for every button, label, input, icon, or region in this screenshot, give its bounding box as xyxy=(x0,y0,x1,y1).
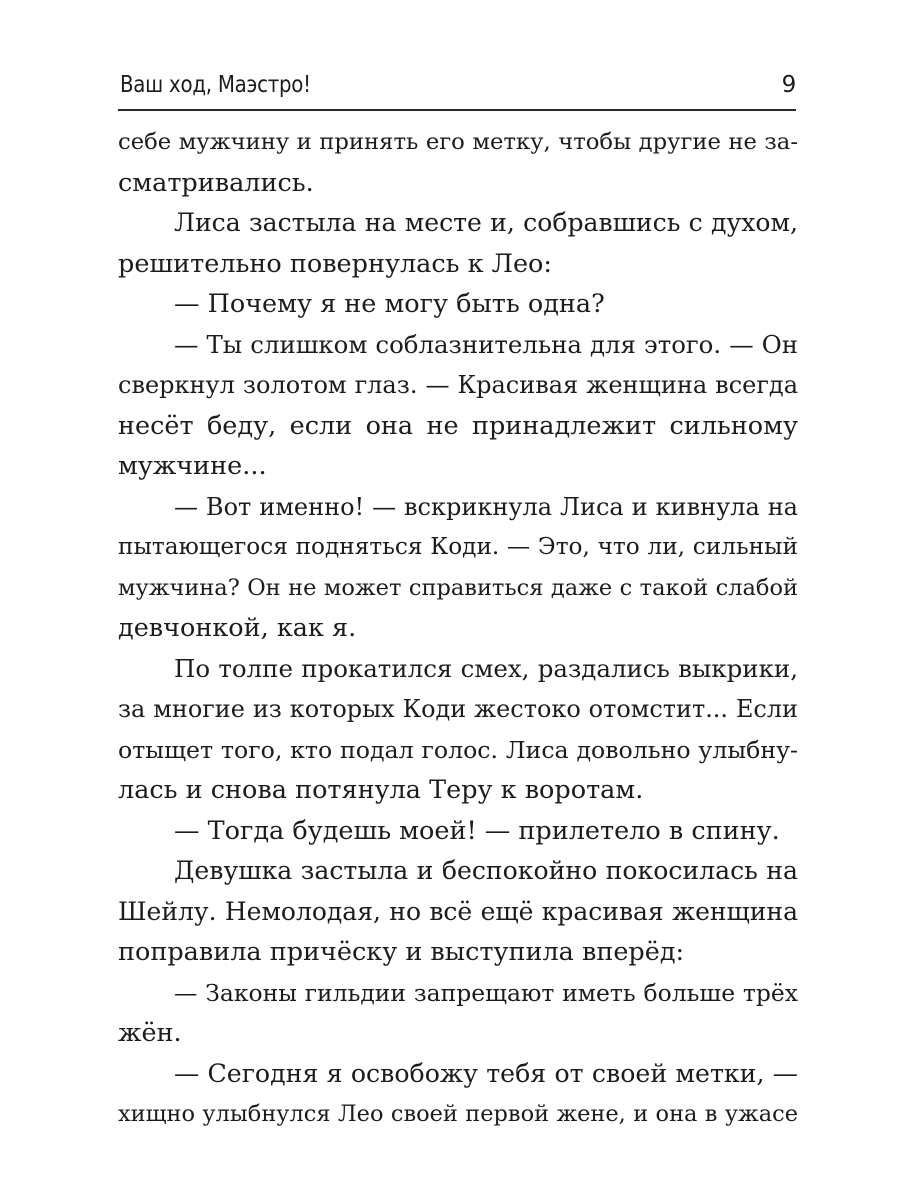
text-line: — Сегодня я освобожу тебя от своей метки, — xyxy=(174,1058,798,1088)
text-line: мужчина? Он не может справиться даже с такой слабой xyxy=(118,574,798,601)
text-line: мужчине... xyxy=(118,451,267,481)
header-rule xyxy=(118,109,796,111)
text-line: хищно улыбнулся Лео своей первой жене, и она в ужасе xyxy=(118,1101,798,1127)
text-line: — Законы гильдии запрещают иметь больше трёх xyxy=(174,978,798,1007)
text-line: поправила причёску и выступила вперёд: xyxy=(118,937,685,967)
running-title: Ваш ход, Маэстро! xyxy=(120,72,311,98)
text-line: сверкнул золотом глаз. — Красивая женщина всегда xyxy=(118,371,798,399)
text-line: пытающегося подняться Коди. — Это, что ли, сильный xyxy=(118,533,798,560)
text-line: Девушка застыла и беспокойно покосилась на xyxy=(174,856,798,885)
text-line: — Тогда будешь моей! — прилетело в спину. xyxy=(174,815,780,846)
text-line: — Вот именно! — вскрикнула Лиса и кивнула на xyxy=(174,492,798,521)
text-line: отыщет того, кто подал голос. Лиса довольно улыбну- xyxy=(118,735,798,764)
text-line: решительно повернулась к Лео: xyxy=(118,248,552,279)
text-line: девчонкой, как я. xyxy=(118,613,357,643)
text-line: лась и снова потянула Теру к воротам. xyxy=(118,775,644,805)
text-line: — Ты слишком соблазнительна для этого. — Он xyxy=(174,329,798,359)
page-number: 9 xyxy=(781,72,796,98)
text-line: — Почему я не могу быть одна? xyxy=(174,289,605,319)
text-line: По толпе прокатился смех, раздались выкрики, xyxy=(174,653,798,683)
text-line: сматривались. xyxy=(118,167,314,198)
text-line: Шейлу. Немолодая, но всё ещё красивая женщина xyxy=(118,896,798,926)
text-line: Лиса застыла на месте и, собравшись с духом, xyxy=(174,208,798,237)
running-head xyxy=(118,72,796,100)
body-text xyxy=(118,122,798,1135)
text-line: себе мужчину и принять его метку, чтобы другие не за- xyxy=(118,129,798,155)
text-line: за многие из которых Коди жестоко отомстит... Если xyxy=(118,695,798,723)
text-line: несёт беду, если она не принадлежит сильному xyxy=(118,410,798,441)
text-line: жён. xyxy=(118,1018,182,1048)
